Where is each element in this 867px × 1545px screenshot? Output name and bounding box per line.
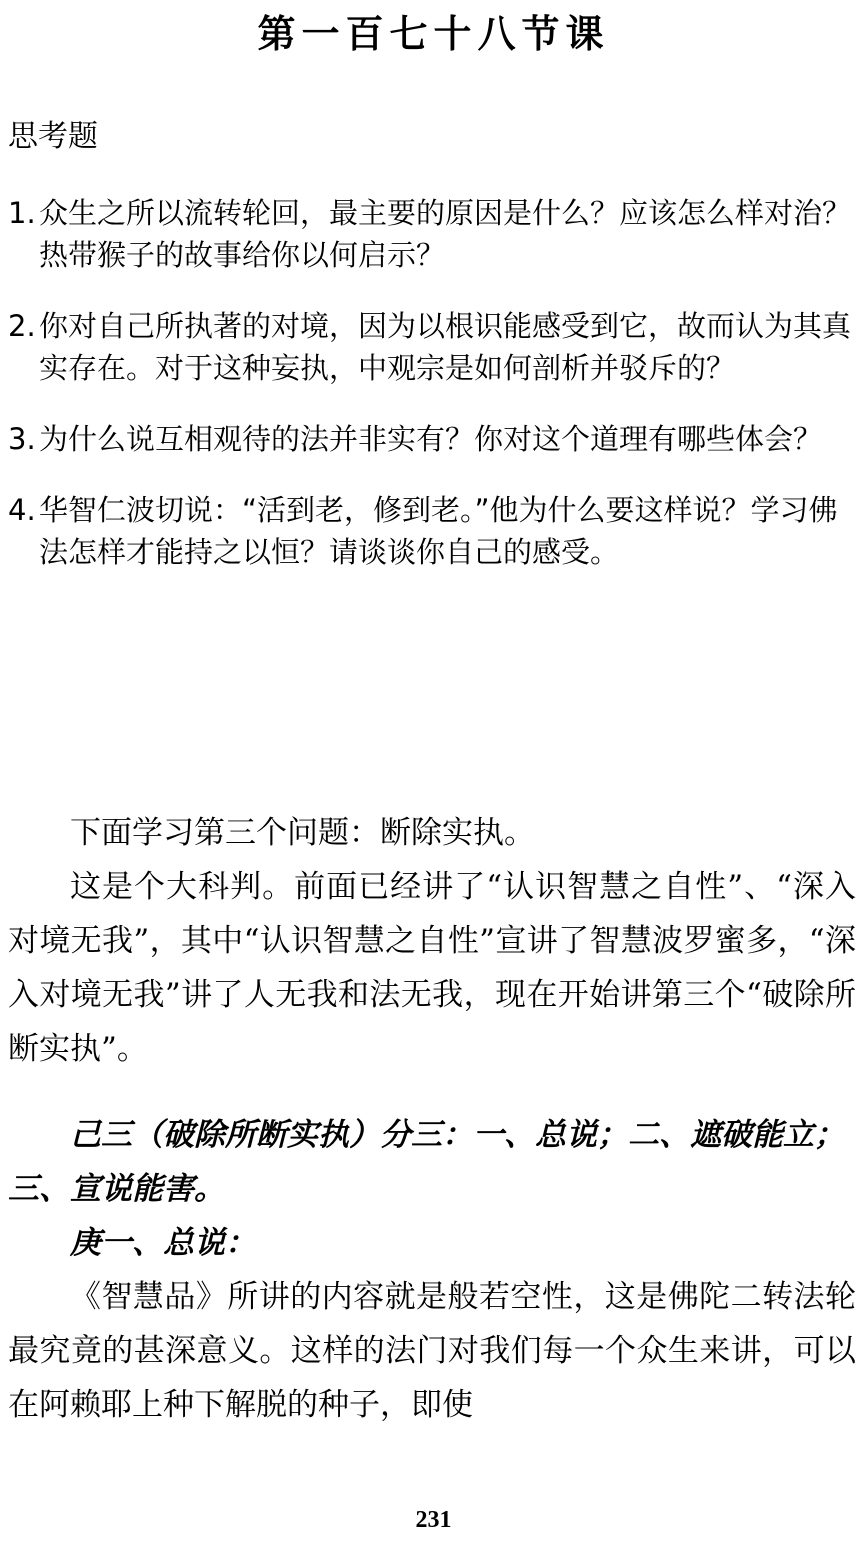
- question-text: 众生之所以流转轮回，最主要的原因是什么？应该怎么样对治？热带猴子的故事给你以何启示？: [39, 196, 852, 272]
- questions-heading: 思考题: [8, 119, 98, 154]
- question-item: [8, 418, 856, 460]
- question-text: 为什么说互相观待的法并非实有？你对这个道理有哪些体会？: [39, 422, 823, 456]
- outline-subheading: 庚一、总说：: [70, 1225, 256, 1261]
- page-number: 231: [415, 1507, 452, 1533]
- question-text: 华智仁波切说：“活到老，修到老。”他为什么要这样说？学习佛法怎样才能持之以恒？请谈谈你自己的感受。: [39, 493, 838, 569]
- question-text: 你对自己所执著的对境，因为以根识能感受到它，故而认为其真实存在。对于这种妄执，中观宗是如何剖析并驳斥的？: [39, 309, 852, 385]
- question-item: [8, 192, 856, 276]
- question-number: 2.: [8, 309, 36, 343]
- paragraph: 下面学习第三个问题：断除实执。: [70, 815, 535, 851]
- paragraph: 这是个大科判。前面已经讲了“认识智慧之自性”、“深入对境无我”，其中“认识智慧之自性”宣讲了智慧波罗蜜多，“深入对境无我”讲了人无我和法无我，现在开始讲第三个“破除所断实执”。: [8, 869, 856, 1067]
- question-item: [8, 489, 856, 573]
- lecture-body: [8, 806, 856, 1432]
- question-number: 1.: [8, 196, 36, 230]
- question-item: [8, 305, 856, 389]
- question-number: 4.: [8, 493, 36, 527]
- lesson-title: 第一百七十八节课: [257, 12, 610, 56]
- question-number: 3.: [8, 422, 36, 456]
- question-list: [8, 192, 856, 573]
- outline-heading: 己三（破除所断实执）分三：一、总说；二、遮破能立；三、宣说能害。: [8, 1117, 845, 1207]
- paragraph: 《智慧品》所讲的内容就是般若空性，这是佛陀二转法轮最究竟的甚深意义。这样的法门对我们每一个众生来讲，可以在阿赖耶上种下解脱的种子，即使: [8, 1279, 856, 1423]
